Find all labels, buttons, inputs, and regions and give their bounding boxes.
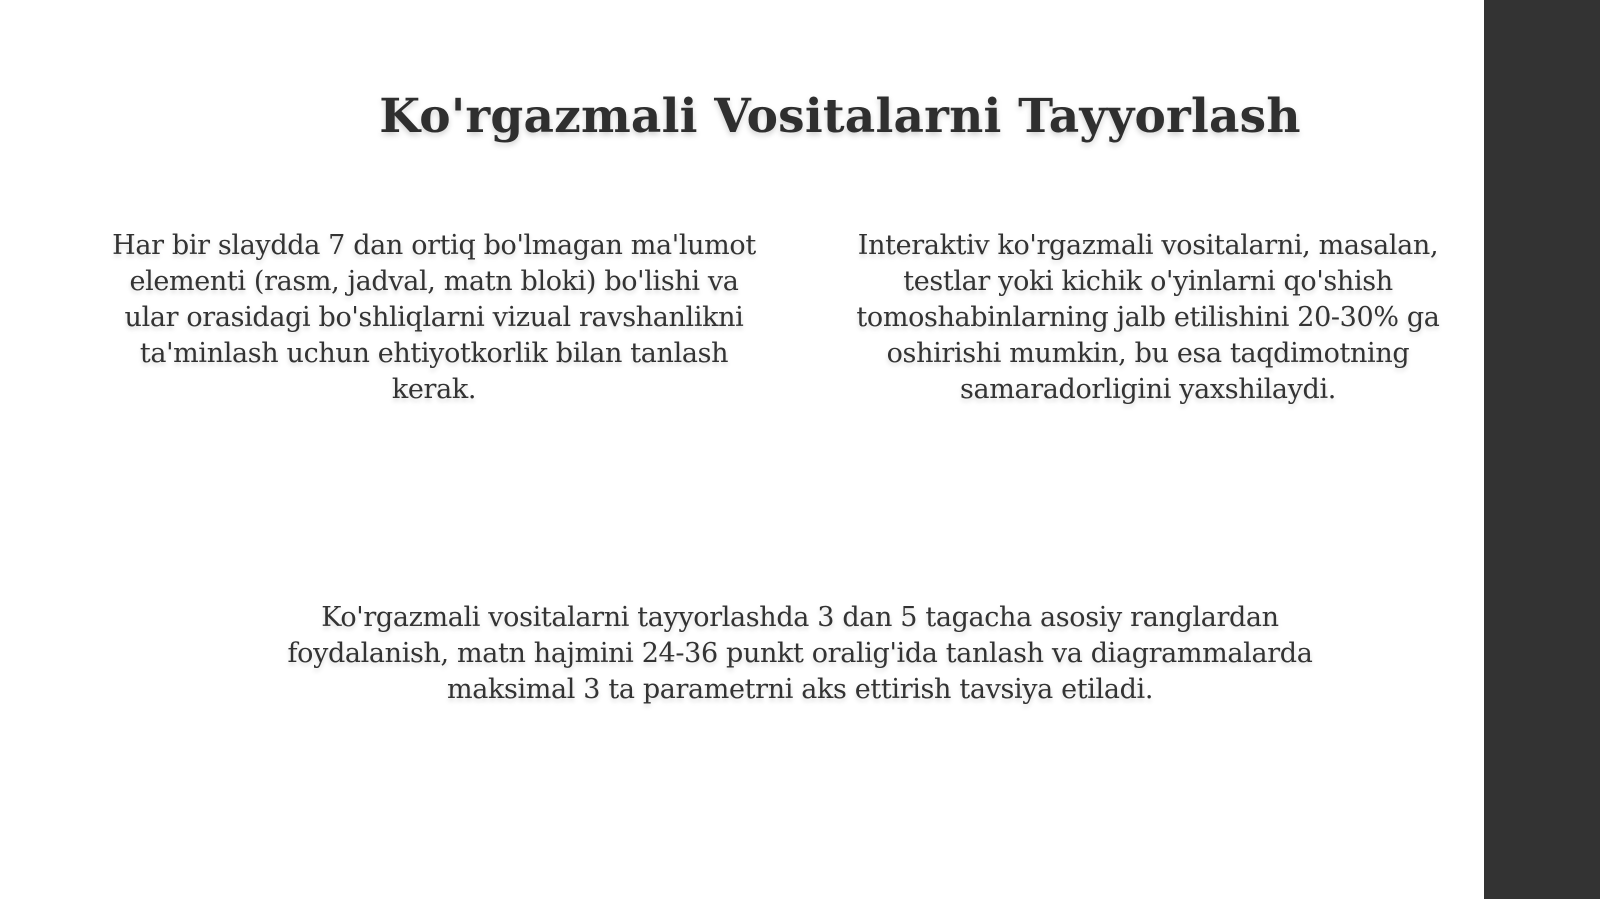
text-block-bottom: Ko'rgazmali vositalarni tayyorlashda 3 dan 5 tagacha asosiy ranglardan foydalanish, matn hajmini 24-36 punkt oralig'ida tanlash va diagrammalarda maksimal 3 ta parametrni aks ettirish tavsiya etiladi. [287, 602, 1313, 705]
text-block-left: Har bir slaydda 7 dan ortiq bo'lmagan ma'lumot elementi (rasm, jadval, matn bloki) bo'lishi va ular orasidagi bo'shliqlarni vizual ravshanlikni ta'minlash uchun ehtiyotkorlik bilan tanlash kerak. [112, 230, 756, 405]
slide-title: Ko'rgazmali Vositalarni Tayyorlash [379, 89, 1301, 145]
decorative-side-bar [1484, 0, 1600, 899]
text-block-right: Interaktiv ko'rgazmali vositalarni, masalan, testlar yoki kichik o'yinlarni qo'shish tomoshabinlarning jalb etilishini 20-30% ga oshirishi mumkin, bu esa taqdimotning samaradorligini yaxshilaydi. [856, 230, 1440, 405]
